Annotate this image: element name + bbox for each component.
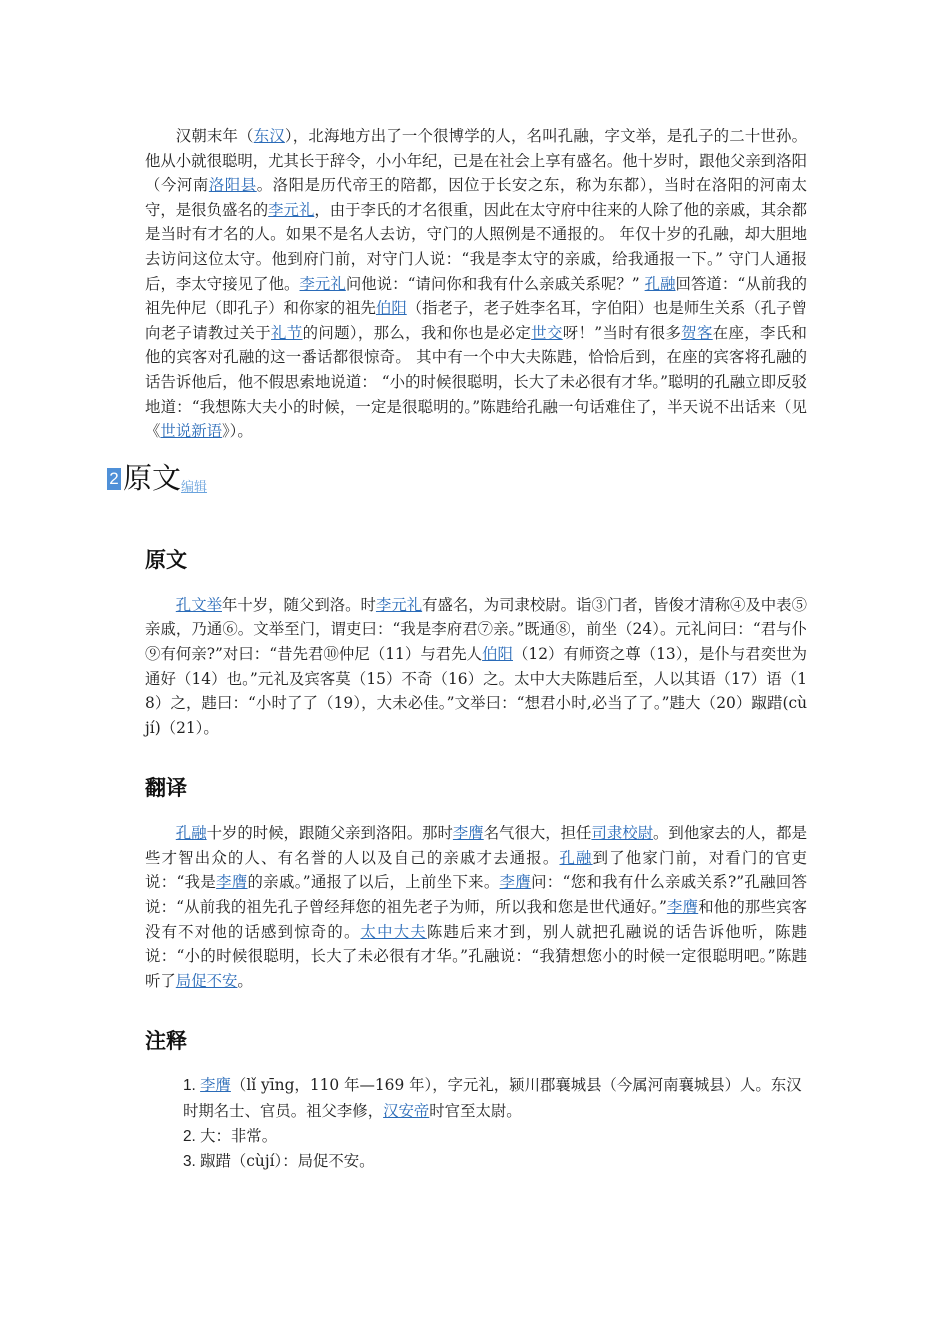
- link-liying-2[interactable]: 李膺: [216, 873, 248, 892]
- text: 时官至太尉。: [429, 1102, 522, 1121]
- text: 陈韪后来才到，别人就把孔融说的话告诉他听，陈韪说：“小的时候很聪明，长大了未必很有才华。”孔融说：“我猜想您小的时候一定很聪明吧。”陈韪听了: [145, 922, 807, 990]
- translation-paragraph: [145, 821, 807, 993]
- list-item: [145, 1149, 807, 1175]
- text: 问他说：“请问你和我有什么亲戚关系呢？”: [345, 274, 645, 293]
- text: （lǐ yīng，110 年—169 年），字元礼，颍川郡襄城县（今属河南襄城县）人。东汉时期名士、官员。祖父李修，: [183, 1076, 802, 1121]
- text: 》）。: [221, 422, 253, 441]
- intro-paragraph: [145, 124, 807, 444]
- link-liyuanli-3[interactable]: 李元礼: [375, 595, 423, 614]
- link-donghan[interactable]: 东汉: [253, 127, 285, 145]
- link-liying-4[interactable]: 李膺: [666, 898, 699, 917]
- link-hananxi[interactable]: 汉安帝: [383, 1102, 430, 1121]
- link-kongrong-3[interactable]: 孔融: [559, 848, 593, 867]
- list-number: 2.: [183, 1127, 201, 1145]
- link-juchubuan[interactable]: 局促不安: [175, 971, 238, 990]
- list-number: 1.: [183, 1077, 201, 1095]
- link-taizhongdafu[interactable]: 太中大夫: [360, 922, 427, 941]
- link-liying[interactable]: 李膺: [452, 824, 484, 843]
- link-boyang[interactable]: 伯阳: [375, 299, 407, 318]
- link-heke[interactable]: 贺客: [681, 323, 713, 342]
- text: 名气很大，担任: [483, 824, 592, 843]
- link-boyang-2[interactable]: 伯阳: [482, 644, 513, 663]
- text: 大：非常。: [200, 1126, 278, 1145]
- text: 的亲戚。”通报了以后，上前坐下来。: [247, 873, 500, 892]
- text: 十岁的时候，跟随父亲到洛阳。那时: [206, 824, 453, 843]
- link-silixiaowei[interactable]: 司隶校尉: [591, 824, 654, 843]
- text: 有盛名，为司隶校尉。诣③门者，皆俊才清称④及中表⑤亲戚，乃通⑥。文举至门，谓吏曰：“我是李府君⑦亲。”既通⑧，前坐（24）。元礼问曰：“君与仆⑨有何亲?”对曰：“昔先君⑩仲尼（11）与君先人: [145, 595, 807, 663]
- text: 的问题），那么，我和你也是必定: [302, 323, 532, 342]
- text: 在座，李氏和他的宾客对孔融的这一番话都很惊奇。 其中有一个中大夫陈韪，恰恰后到，在座的宾客将孔融的话告诉他后，他不假思索地说道： “小的时候很聪明，长大了未必很有才华。”聪明的孔融立即反驳地道：“我想陈大夫小的时候，一定是很聪明的。”陈韪给孔融一句话难住了，半天说不出话来（见《: [145, 323, 807, 441]
- text: 汉朝末年（: [175, 127, 254, 145]
- section-number: 2: [107, 468, 121, 490]
- text: 到了他家门前，对看门的官吏说：“我是: [145, 848, 807, 892]
- list-item: [145, 1124, 807, 1150]
- list-item: [145, 1073, 807, 1123]
- edit-link[interactable]: 编辑: [181, 479, 208, 495]
- section-title: 原文: [123, 460, 182, 495]
- text: 踧踖（cùjí）：局促不安。: [200, 1152, 375, 1171]
- text: 年十岁，随父到洛。时: [221, 595, 376, 614]
- text: 回答道：“从前我的祖先仲尼（即孔子）和你家的祖先: [145, 274, 807, 318]
- text: 。到他家去的人，都是些才智出众的人、有名誉的人以及自己的亲戚才去通报。: [145, 824, 807, 867]
- document-page: [109, 124, 807, 1175]
- original-paragraph: [145, 593, 807, 741]
- link-lijie[interactable]: 礼节: [271, 323, 303, 342]
- text: ），北海地方出了一个很博学的人，名叫孔融，字文举，是孔子的二十世孙。他从小就很聪明，尤其长于辞令，小小年纪，已是在社会上享有盛名。他十岁时，跟他父亲到洛阳（今河南: [145, 127, 807, 195]
- link-kongrong[interactable]: 孔融: [644, 274, 676, 293]
- link-luoyang[interactable]: 洛阳县: [208, 176, 257, 195]
- list-number: 3.: [183, 1153, 201, 1171]
- notes-list: [145, 1073, 807, 1174]
- heading-translation: 翻译: [145, 776, 187, 801]
- link-kongrong-2[interactable]: 孔融: [175, 824, 207, 843]
- link-liying-3[interactable]: 李膺: [499, 873, 532, 892]
- text: （指老子，老子姓李名耳，字伯阳）也是师生关系（孔子曾向老子请教过关于: [145, 299, 807, 342]
- link-kongwenju[interactable]: 孔文举: [175, 595, 222, 614]
- text: 呀！”当时有很多: [562, 323, 682, 342]
- text: 。洛阳是历代帝王的陪都，因位于长安之东，称为东都），当时在洛阳的河南太守，是很负盛名的: [145, 176, 807, 219]
- text: ，由于李氏的才名很重，因此在太守府中往来的人除了他的亲戚，其余都是当时有才名的人。如果不是名人去访，守门的人照例是不通报的。 年仅十岁的孔融，却大胆地去访问这位太守。他到府门前，对守门人说：“我是李太守的亲戚，给我通报一下。” 守门人通报后，李太守接见了他。: [145, 200, 807, 293]
- text: 问：“您和我有什么亲戚关系?”孔融回答说：“从前我的祖先孔子曾经拜您的祖先老子为师，所以我和您是世代通好。”: [145, 873, 807, 917]
- text: 。: [237, 971, 253, 990]
- link-shijiao[interactable]: 世交: [531, 323, 563, 342]
- heading-original: 原文: [145, 547, 187, 572]
- link-liyuanli[interactable]: 李元礼: [268, 200, 315, 219]
- text: （12）有师资之尊（13），是仆与君奕世为通好（14）也。”元礼及宾客莫（15）不奇（16）之。太中大夫陈韪后至，人以其语（17）语（18）之，韪曰：“小时了了（19），大未必佳。”文举曰：“想君小时,必当了了。”韪大（20）踧踖(cù jí)（21）。: [145, 644, 807, 737]
- link-shishuoxinyu[interactable]: 世说新语: [160, 422, 222, 441]
- heading-notes: 注释: [145, 1029, 187, 1054]
- text: 和他的那些宾客没有不对他的话感到惊奇的。: [145, 898, 807, 941]
- link-liyuanli-2[interactable]: 李元礼: [299, 274, 346, 293]
- link-liying-5[interactable]: 李膺: [200, 1076, 231, 1095]
- section-heading: [109, 458, 807, 498]
